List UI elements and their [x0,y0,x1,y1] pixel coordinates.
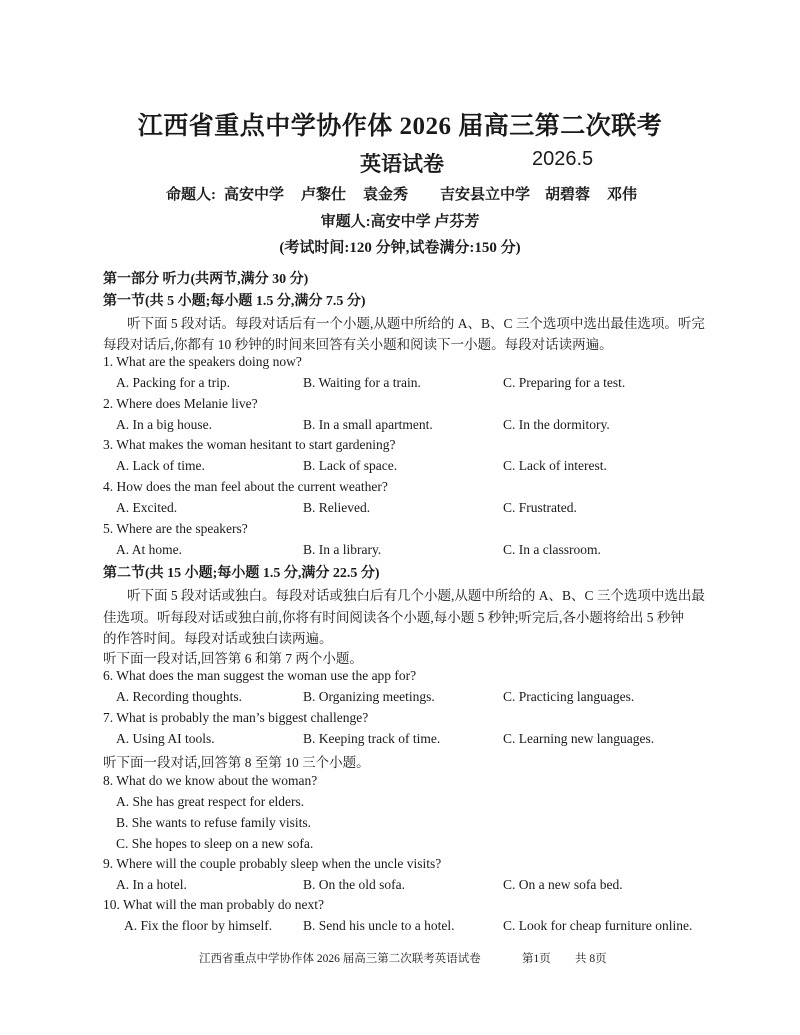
q3-option-c: C. Lack of interest. [503,458,607,473]
q7-option-a: A. Using AI tools. [116,731,215,746]
q8-option-b: B. She wants to refuse family visits. [116,815,311,830]
author-school-2: 吉安县立中学 [440,187,531,203]
q8-option-c: C. She hopes to sleep on a new sofa. [116,836,314,851]
q3-option-a: A. Lack of time. [116,458,205,473]
author-2: 袁金秀 [363,187,409,203]
question-9: 9. Where will the couple probably sleep when the uncle visits? [103,856,442,871]
section2-heading: 第二节(共 15 小题;每小题 1.5 分,满分 22.5 分) [103,566,380,581]
q4-option-a: A. Excited. [116,500,178,515]
q10-option-b: B. Send his uncle to a hotel. [303,918,455,933]
footer-total-pages: 共 8页 [575,953,607,965]
author-school-1: 高安中学 [224,187,285,203]
q10-option-c: C. Look for cheap furniture online. [503,918,693,933]
question-1: 1. What are the speakers doing now? [103,354,302,369]
exam-info: (考试时间:120 分钟,试卷满分:150 分) [279,240,521,256]
q6-option-b: B. Organizing meetings. [303,689,435,704]
question-7: 7. What is probably the man’s biggest challenge? [103,710,369,725]
q8-option-a: A. She has great respect for elders. [116,794,305,809]
q9-option-c: C. On a new sofa bed. [503,877,623,892]
subject-title: 英语试卷 [360,152,444,176]
q5-option-a: A. At home. [116,542,182,557]
q1-option-c: C. Preparing for a test. [503,375,626,390]
q1-option-b: B. Waiting for a train. [303,375,421,390]
q6-option-a: A. Recording thoughts. [116,689,242,704]
q4-option-c: C. Frustrated. [503,500,577,515]
section1-instruction-line1: 听下面 5 段对话。每段对话后有一个小题,从题中所给的 A、B、C 三个选项中选出最佳选项。听完 [127,316,705,331]
q7-option-c: C. Learning new languages. [503,731,655,746]
q10-option-a: A. Fix the floor by himself. [124,918,273,933]
section2-instruction-line3: 的作答时间。每段对话或独白读两遍。 [103,631,333,646]
footer-exam-name: 江西省重点中学协作体 2026 届高三第二次联考英语试卷 [199,953,481,965]
question-4: 4. How does the man feel about the current weather? [103,479,388,494]
q4-option-b: B. Relieved. [303,500,371,515]
question-2: 2. Where does Melanie live? [103,396,258,411]
question-3: 3. What makes the woman hesitant to start gardening? [103,437,396,452]
exam-title: 江西省重点中学协作体 2026 届高三第二次联考 [137,113,663,140]
q7-option-b: B. Keeping track of time. [303,731,441,746]
authors-label: 命题人: [166,187,216,203]
section1-instruction-line2: 每段对话后,你都有 10 秒钟的时间来回答有关小题和阅读下一小题。每段对话读两遍。 [103,337,613,352]
section2-instruction-line1: 听下面 5 段对话或独白。每段对话或独白后有几个小题,从题中所给的 A、B、C 三个选项中选出最 [127,588,705,603]
q2-option-b: B. In a small apartment. [303,417,433,432]
exam-date: 2026.5 [532,148,594,170]
q5-option-c: C. In a classroom. [503,542,601,557]
q6-option-c: C. Practicing languages. [503,689,635,704]
q3-option-b: B. Lack of space. [303,458,398,473]
question-5: 5. Where are the speakers? [103,521,248,536]
section2-instruction-line2: 佳选项。听每段对话或独白前,你将有时间阅读各个小题,每小题 5 秒钟;听完后,各小题将给出 5 秒钟 [103,610,684,625]
dialog-instruction-8-10: 听下面一段对话,回答第 8 至第 10 三个小题。 [103,755,370,770]
footer-page-number: 第1页 [522,953,551,965]
section1-heading: 第一节(共 5 小题;每小题 1.5 分,满分 7.5 分) [103,294,366,309]
dialog-instruction-6-7: 听下面一段对话,回答第 6 和第 7 两个小题。 [103,651,363,666]
q9-option-b: B. On the old sofa. [303,877,405,892]
q2-option-c: C. In the dormitory. [503,417,610,432]
q2-option-a: A. In a big house. [116,417,212,432]
question-8: 8. What do we know about the woman? [103,773,318,788]
author-4: 邓伟 [607,187,638,203]
part1-heading: 第一部分 听力(共两节,满分 30 分) [103,272,309,287]
author-3: 胡碧蓉 [545,187,591,203]
reviewer-line: 审题人:高安中学 卢芬芳 [320,214,480,230]
question-10: 10. What will the man probably do next? [103,897,324,912]
author-1: 卢黎仕 [301,187,347,203]
q1-option-a: A. Packing for a trip. [116,375,230,390]
question-6: 6. What does the man suggest the woman use the app for? [103,668,417,683]
q9-option-a: A. In a hotel. [116,877,187,892]
q5-option-b: B. In a library. [303,542,382,557]
